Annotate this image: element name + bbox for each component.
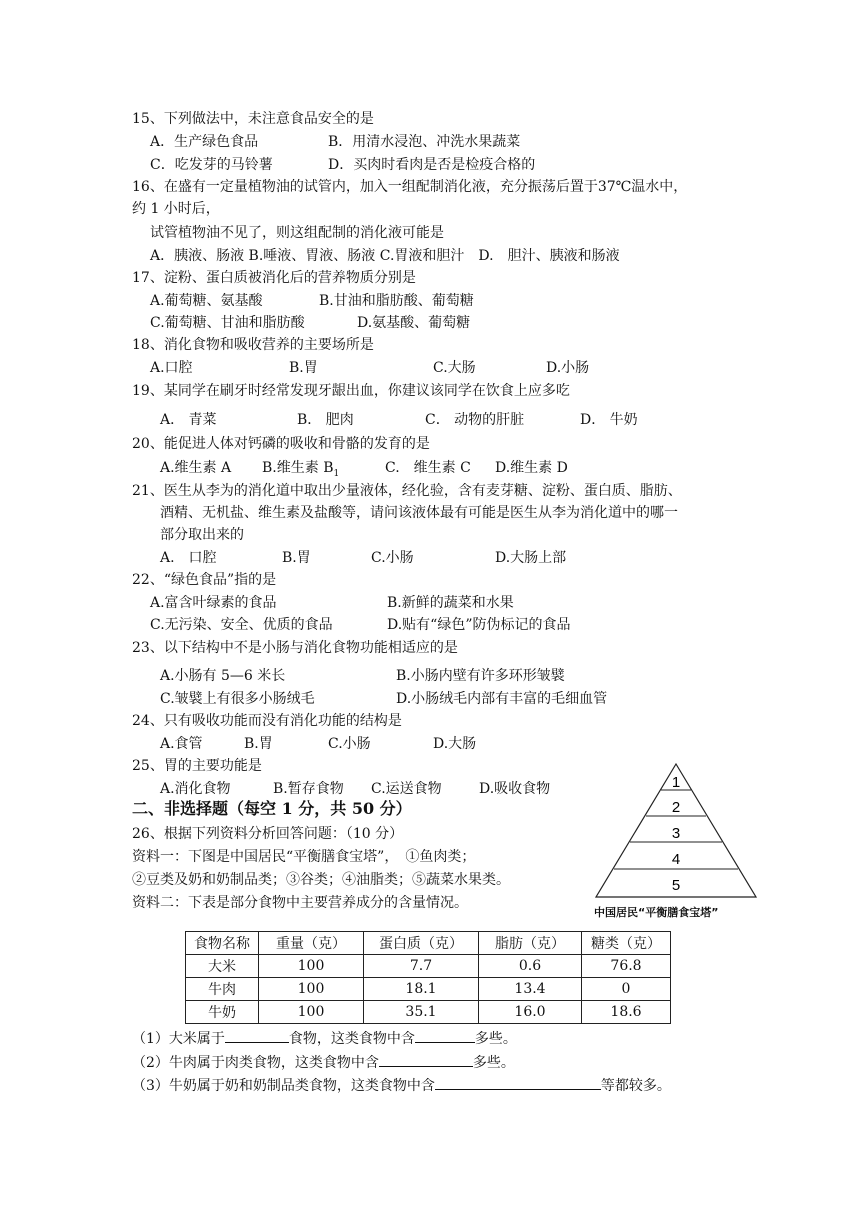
q18-option-a: A.口腔 [150,360,193,376]
q26-material1-line1: 资料一：下图是中国居民“平衡膳食宝塔”， ①鱼肉类； [132,849,476,865]
table-header-cell: 重量（克） [259,932,364,955]
q22-stem: 22、“绿色食品”指的是 [132,572,277,588]
q22-option-d: D.贴有“绿色”防伪标记的食品 [387,617,571,633]
table-header-cell: 食物名称 [186,932,259,955]
q15-option-a: A．生产绿色食品 [150,134,259,150]
q20-option-a: A.维生素 A [160,460,232,476]
fill1-text-b: 食物，这类食物中含 [288,1031,415,1047]
q19-stem: 19、某同学在刷牙时经常发现牙龈出血，你建议该同学在饮食上应多吃 [132,383,570,399]
q16-stem-line3: 试管植物油不见了，则这组配制的消化液可能是 [150,225,444,241]
fill2-blank-1[interactable] [379,1052,473,1067]
q26-material2: 资料二：下表是部分食物中主要营养成分的含量情况。 [132,895,468,911]
q23-stem: 23、以下结构中不是小肠与消化食物功能相适应的是 [132,640,458,656]
q21-option-a: A. 口腔 [160,550,217,566]
fill2-text-b: 多些。 [472,1055,515,1071]
q19-option-b: B． 肥肉 [297,412,354,428]
fill3-text-a: （3）牛奶属于奶和奶制品类食物，这类食物中含 [132,1078,435,1094]
q24-option-b: B.胃 [244,736,273,752]
table-cell: 0.6 [479,955,582,978]
table-cell: 100 [259,1001,364,1024]
fill1-text-a: （1）大米属于 [132,1031,225,1047]
q24-option-c: C.小肠 [328,736,371,752]
nutrition-table [185,931,671,1024]
q17-option-a: A.葡萄糖、氨基酸 [150,293,263,309]
section2-title: 二、非选择题（每空 1 分，共 50 分） [132,799,412,818]
table-cell: 大米 [186,955,259,978]
q22-option-a: A.富含叶绿素的食品 [150,595,277,611]
table-cell: 76.8 [582,955,671,978]
fill3-blank-1[interactable] [435,1075,601,1090]
fill1-blank-1[interactable] [225,1028,289,1043]
q16-stem-line2: 约 1 小时后， [132,201,220,217]
fill3-text-b: 等都较多。 [600,1078,671,1094]
q16-options: A．胰液、肠液 B.唾液、胃液、肠液 C.胃液和胆汁 D. 胆汁、胰液和肠液 [150,248,620,264]
q21-stem-line2: 酒精、无机盐、维生素及盐酸等，请问该液体最有可能是医生从李为消化道中的哪一 [160,505,678,521]
table-cell: 35.1 [364,1001,479,1024]
q20-stem: 20、能促进人体对钙磷的吸收和骨骼的发育的是 [132,436,430,452]
fill2-text-a: （2）牛肉属于肉类食物，这类食物中含 [132,1055,379,1071]
table-row [186,978,671,1001]
q16-stem-line1: 16、在盛有一定量植物油的试管内，加入一组配制消化液，充分振荡后置于37℃温水中， [132,179,688,195]
q21-option-c: C.小肠 [371,550,414,566]
q26-material1-line2: ②豆类及奶和奶制品类；③谷类；④油脂类；⑤蔬菜水果类。 [132,872,510,888]
table-cell: 7.7 [364,955,479,978]
pyramid-caption: 中国居民“平衡膳食宝塔” [594,906,719,919]
table-header-cell: 糖类（克） [582,932,671,955]
fill-question-3 [132,1075,671,1096]
q25-option-d: D.吸收食物 [479,781,551,797]
q26-stem: 26、根据下列资料分析回答问题：（10 分） [132,826,404,842]
q22-option-b: B.新鲜的蔬菜和水果 [387,595,514,611]
q24-stem: 24、只有吸收功能而没有消化功能的结构是 [132,713,402,729]
q23-option-a: A.小肠有 5—6 米长 [160,668,286,684]
table-header-row [186,932,671,955]
table-cell: 0 [582,978,671,1001]
q24-option-a: A.食管 [160,736,203,752]
table-row [186,1001,671,1024]
table-cell: 100 [259,978,364,1001]
q21-option-b: B.胃 [282,550,311,566]
q17-option-c: C.葡萄糖、甘油和脂肪酸 [150,315,305,331]
table-cell: 牛奶 [186,1001,259,1024]
pyramid-level-1: 1 [671,774,681,791]
table-cell: 18.1 [364,978,479,1001]
q15-stem: 15、下列做法中，未注意食品安全的是 [132,111,374,127]
food-pyramid-figure [590,760,770,900]
q20-option-c: C. 维生素 C [385,460,471,476]
q20-option-d: D.维生素 D [495,460,568,476]
q18-option-d: D.小肠 [546,360,590,376]
q15-option-d: D．买肉时看肉是否是检疫合格的 [328,157,536,173]
q17-stem: 17、淀粉、蛋白质被消化后的营养物质分别是 [132,270,416,286]
q23-option-d: D.小肠绒毛内部有丰富的毛细血管 [396,691,608,707]
q20-option-b-subscript: 1 [333,468,340,479]
table-row [186,955,671,978]
table-cell: 牛肉 [186,978,259,1001]
q21-option-d: D.大肠上部 [495,550,567,566]
q19-option-c: C． 动物的肝脏 [425,412,525,428]
q25-option-b: B.暂存食物 [273,781,344,797]
q25-option-a: A.消化食物 [160,781,231,797]
pyramid-level-5: 5 [671,877,681,894]
pyramid-level-4: 4 [671,851,681,868]
q18-stem: 18、消化食物和吸收营养的主要场所是 [132,337,374,353]
q24-option-d: D.大肠 [433,736,477,752]
pyramid-level-2: 2 [671,799,681,816]
fill1-blank-2[interactable] [415,1028,475,1043]
q18-option-b: B.胃 [289,360,318,376]
q15-option-b: B．用清水浸泡、冲洗水果蔬菜 [328,134,521,150]
table-cell: 13.4 [479,978,582,1001]
table-header-cell: 脂肪（克） [479,932,582,955]
q25-option-c: C.运送食物 [371,781,442,797]
q23-option-c: C.皱襞上有很多小肠绒毛 [160,691,315,707]
q18-option-c: C.大肠 [433,360,476,376]
fill-question-2 [132,1052,515,1073]
fill1-text-c: 多些。 [474,1031,517,1047]
q17-option-d: D.氨基酸、葡萄糖 [357,315,471,331]
table-header-cell: 蛋白质（克） [364,932,479,955]
q22-option-c: C.无污染、安全、优质的食品 [150,617,333,633]
q17-option-b: B.甘油和脂肪酸、葡萄糖 [319,293,474,309]
table-cell: 100 [259,955,364,978]
pyramid-level-3: 3 [671,825,681,842]
q19-option-d: D． 牛奶 [580,412,638,428]
q21-stem-line1: 21、医生从李为的消化道中取出少量液体，经化验，含有麦芽糖、淀粉、蛋白质、脂肪、 [132,483,682,499]
table-cell: 18.6 [582,1001,671,1024]
q21-stem-line3: 部分取出来的 [160,527,244,543]
q25-stem: 25、胃的主要功能是 [132,758,262,774]
table-cell: 16.0 [479,1001,582,1024]
q23-option-b: B.小肠内壁有许多环形皱襞 [396,668,565,684]
q19-option-a: A． 青菜 [160,412,217,428]
q15-option-c: C．吃发芽的马铃薯 [150,157,273,173]
fill-question-1 [132,1028,517,1049]
q20-option-b: B.维生素 $B_1$ [262,460,340,479]
